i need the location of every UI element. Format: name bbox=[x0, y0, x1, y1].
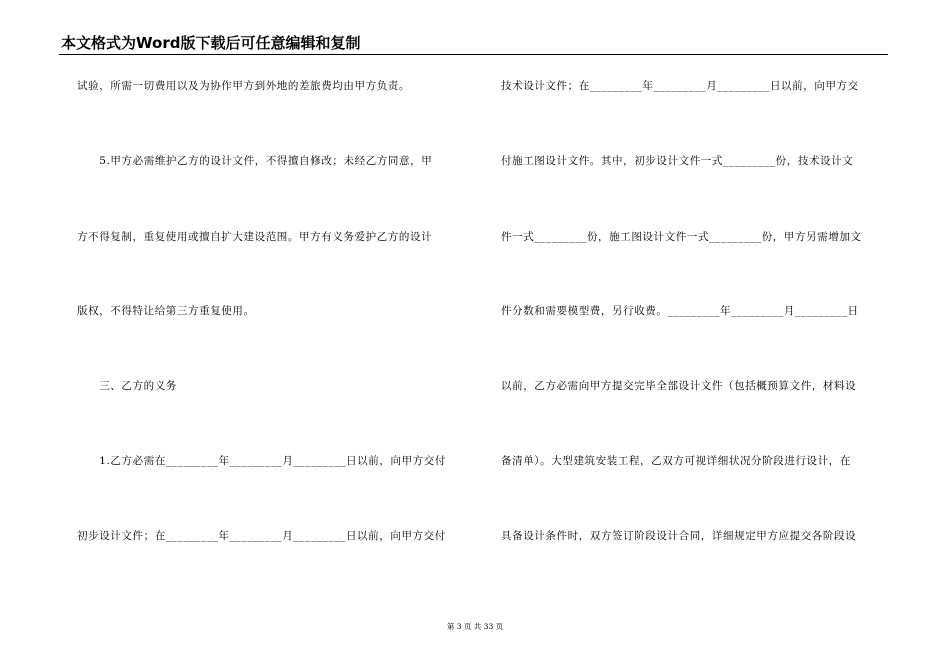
text-line: 具备设计条件时，双方签订阶段设计合同，详细规定甲方应提交各阶段设 bbox=[501, 530, 857, 542]
page-number-footer: 第 3 页 共 33 页 bbox=[446, 622, 504, 631]
text-line: 技术设计文件；在_________年_________月_________日以前，向甲方交 bbox=[501, 80, 859, 92]
text-line: 备清单）。大型建筑安装工程，乙双方可视详细状况分阶段进行设计，在 bbox=[501, 455, 851, 467]
text-line: 试验，所需一切费用以及为协作甲方到外地的差旅费均由甲方负责。 bbox=[77, 80, 410, 92]
section-heading: 三、乙方的义务 bbox=[77, 380, 177, 392]
text-line: 版权，不得特让给第三方重复使用。 bbox=[77, 305, 255, 317]
document-header-title: 本文格式为Word版下载后可任意编辑和复制 bbox=[61, 34, 361, 52]
text-line: 件一式_________份，施工图设计文件一式_________份，甲方另需增加文 bbox=[501, 231, 862, 243]
text-line: 付施工图设计文件。其中，初步设计文件一式_________份，技术设计文 bbox=[501, 155, 854, 167]
text-line: 1.乙方必需在_________年_________月_________日以前，向甲方交付 bbox=[77, 455, 446, 467]
text-line: 初步设计文件；在_________年_________月_________日以前，向甲方交付 bbox=[77, 530, 446, 542]
text-line: 以前，乙方必需向甲方提交完毕全部设计文件（包括概预算文件，材料设 bbox=[501, 380, 857, 392]
text-line: 件分数和需要模型费，另行收费。_________年_________月_________日 bbox=[501, 305, 859, 317]
text-line: 5.甲方必需维护乙方的设计文件，不得擅自修改；未经乙方同意，甲 bbox=[77, 155, 433, 167]
header-divider bbox=[59, 54, 888, 55]
text-line: 方不得复制，重复使用或擅自扩大建设范围。甲方有义务爱护乙方的设计 bbox=[77, 231, 433, 243]
